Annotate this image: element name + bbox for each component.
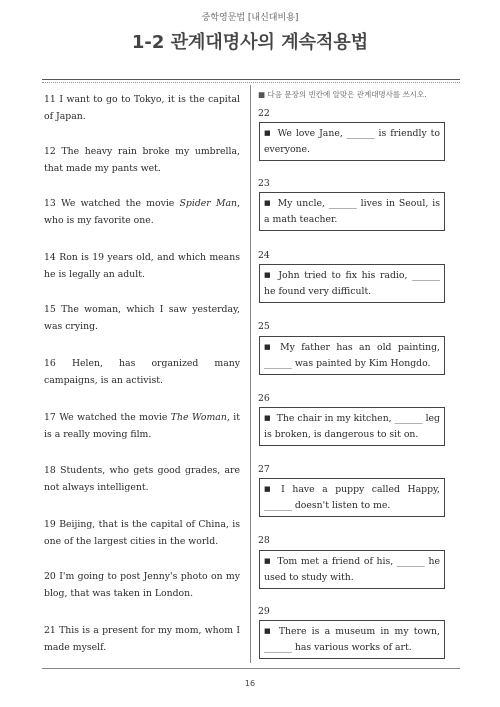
bullet-icon: ■ [264,343,275,351]
question-12 [44,143,240,177]
question-text-rest: , who is my favorite one. [44,198,240,226]
question-16 [44,355,240,389]
top-rule [42,79,460,80]
top-dotted-rule [42,82,460,83]
question-number-27: 27 [258,464,270,475]
question-number: 12 [44,146,56,157]
question-number: 21 [44,625,56,636]
question-box-24 [259,264,445,303]
question-text: Helen, has organized many campaigns, is an activist. [44,358,240,386]
movie-title: Spider Man [179,198,238,209]
movie-title: The Woman [170,412,227,423]
question-number-29: 29 [258,606,270,617]
question-18 [44,462,240,496]
question-text: We watched the movie [61,198,180,209]
question-number: 14 [44,252,56,263]
question-17 [44,409,240,443]
question-text: I'm going to post Jenny's photo on my blog, that was taken in London. [44,571,240,599]
bullet-icon: ■ [264,485,276,493]
question-text-rest: , it is a really moving film. [44,412,240,440]
question-11 [44,91,240,125]
question-number: 17 [44,412,56,423]
bullet-icon: ■ [264,414,271,422]
question-box-29 [259,620,445,659]
bullet-icon: ■ [264,129,272,137]
header-subtitle: 중학영문법 [내신대비용] [201,13,299,23]
question-number: 19 [44,519,56,530]
bottom-rule [42,668,460,669]
question-number: 15 [44,304,56,315]
bullet-icon: ■ [264,557,272,565]
question-box-22 [259,122,445,161]
question-box-25 [259,336,445,375]
question-text: The chair in my kitchen, ______ leg is broken, is dangerous to sit on. [264,413,440,440]
bullet-icon: ■ [264,627,273,635]
question-text: Ron is 19 years old, and which means he is legally an adult. [44,252,240,280]
question-text: Tom met a friend of his, ______ he used to study with. [264,556,440,583]
question-text: I have a puppy called Happy, ______ doesn't listen to me. [264,484,440,511]
question-number-23: 23 [258,178,270,189]
question-20 [44,568,240,602]
question-text: The heavy rain broke my umbrella, that made my pants wet. [44,146,240,174]
question-number: 13 [44,198,56,209]
column-divider [250,85,251,663]
page-number: 16 [244,679,256,688]
question-number-24: 24 [258,250,270,261]
question-15 [44,301,240,335]
question-text: We watched the movie [59,412,171,423]
bullet-icon: ■ [264,271,273,279]
question-text: The woman, which I saw yesterday, was crying. [44,304,240,332]
page-title: 1-2 관계대명사의 계속적용법 [131,32,369,53]
question-text: There is a museum in my town, ______ has various works of art. [264,626,440,653]
question-19 [44,516,240,550]
question-box-26 [259,407,445,446]
question-number-26: 26 [258,393,270,404]
question-box-27 [259,478,445,517]
question-text: My father has an old painting, ______ was painted by Kim Hongdo. [264,342,440,369]
question-box-28 [259,550,445,589]
bullet-icon: ■ [264,199,272,207]
question-14 [44,249,240,283]
question-number: 16 [44,358,56,369]
question-number: 20 [44,571,56,582]
question-number-22: 22 [258,108,270,119]
question-text: Beijing, that is the capital of China, is one of the largest cities in the world. [44,519,240,547]
question-13 [44,195,240,229]
question-box-23 [259,192,445,231]
question-number: 11 [44,94,56,105]
question-text: This is a present for my mom, whom I made myself. [44,625,240,653]
instruction-text: ■ 다음 문장의 빈칸에 알맞은 관계대명사를 쓰시오. [258,90,427,99]
question-text: John tried to fix his radio, ______ he found very difficult. [264,270,440,297]
question-number-25: 25 [258,321,270,332]
question-text: Students, who gets good grades, are not always intelligent. [44,465,240,493]
question-text: I want to go to Tokyo, it is the capital of Japan. [44,94,240,122]
question-text: My uncle, ______ lives in Seoul, is a math teacher. [264,198,440,225]
question-text: We love Jane, ______ is friendly to everyone. [264,128,440,155]
question-21 [44,622,240,656]
question-number: 18 [44,465,56,476]
question-number-28: 28 [258,535,270,546]
